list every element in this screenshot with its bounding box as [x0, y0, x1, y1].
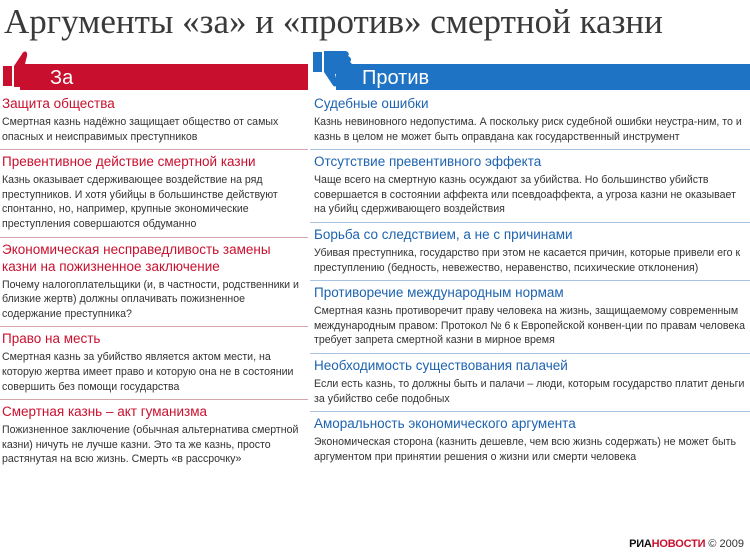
item-title: Смертная казнь – акт гуманизма [2, 404, 207, 420]
item-title: Превентивное действие смертной казни [2, 154, 256, 170]
item-text: Смертная казнь противоречит праву человека на жизнь, защищаемому современным международным правом: Протокол № 6 к Европейской конвен-ции по правам человека требует запрета смертной казни в мирное время [314, 305, 746, 347]
item-title: Борьба со следствием, а не с причинами [314, 226, 573, 242]
item-text: Смертная казнь надёжно защищает общество от самых опасных и неисправимых преступников [2, 116, 279, 143]
list-item [310, 354, 750, 412]
pro-list [0, 92, 308, 472]
item-text: Казнь невиновного недопустима. А поскольку риск судебной ошибки неустра-ним, то и казнь в целом не может быть оправдана как государственный инструмент [314, 116, 742, 143]
item-text: Чаще всего на смертную казнь осуждают за убийства. Но большинство убийств совершается в состоянии аффекта или псевдоаффекта, а угроза казни не оказывает на убийц сдерживающего воздействия [314, 174, 736, 216]
copyright: © 2009 [708, 538, 744, 550]
item-text: Экономическая сторона (казнить дешевле, чем всю жизнь содержать) не может быть аргументом при принятии решения о жизни или смерти человека [314, 436, 737, 463]
item-title: Аморальность экономического аргумента [314, 416, 576, 432]
list-item [310, 281, 750, 354]
thumbs-down-icon [310, 48, 354, 92]
list-item [310, 223, 750, 281]
ria-novosti-logo: РИАНОВОСТИ [629, 538, 706, 550]
item-title: Противоречие международным нормам [314, 285, 564, 301]
item-text: Пожизненное заключение (обычная альтернатива смертной казни) ничуть не лучше казни. Это та же казнь, просто растянутая на всю жизнь. Смерть «в рассрочку» [2, 424, 299, 466]
footer [629, 538, 744, 550]
item-title: Экономическая несправедливость замены казни на пожизненное заключение [2, 241, 271, 274]
contra-header-label: Против [362, 67, 430, 89]
list-item [310, 150, 750, 223]
item-title: Отсутствие превентивного эффекта [314, 154, 542, 170]
item-text: Убивая преступника, государство при этом не касается причин, которые привели его к преступлению (бедность, невежество, неравенство, психические отклонения) [314, 246, 741, 274]
item-text: Смертная казнь за убийство является актом мести, на которую жертва имеет право и которую она не в состоянии совершить без помощи государства [2, 351, 294, 393]
list-item [0, 150, 308, 237]
item-title: Право на месть [2, 331, 101, 347]
contra-header [310, 62, 750, 92]
list-item [0, 400, 308, 472]
contra-column [310, 62, 750, 469]
list-item [0, 92, 308, 150]
page-title: Аргументы «за» и «против» смертной казни [4, 2, 663, 41]
thumbs-up-icon [0, 46, 44, 90]
list-item [310, 92, 750, 150]
item-title: Судебные ошибки [314, 96, 429, 111]
pro-header [0, 62, 308, 92]
list-item [0, 327, 308, 400]
item-text: Почему налогоплательщики (и, в частности, родственники и близкие жертв) должны оплачивать пожизненное содержание преступника? [2, 278, 299, 320]
item-title: Необходимость существования палачей [314, 357, 568, 373]
list-item [310, 412, 750, 469]
item-text: Казнь оказывает сдерживающее воздействие на ряд преступников. И хотя убийцы в большинстве действуют спонтанно, но, например, крупные экономические преступления совершаются обдуманно [2, 174, 278, 230]
pro-column [0, 62, 308, 472]
contra-list [310, 92, 750, 469]
item-text: Если есть казнь, то должны быть и палачи – люди, которым государство платит деньги за убийство себе подобных [314, 377, 745, 405]
item-title: Защита общества [2, 96, 115, 111]
list-item [0, 238, 308, 328]
pro-header-label: За [50, 67, 74, 89]
